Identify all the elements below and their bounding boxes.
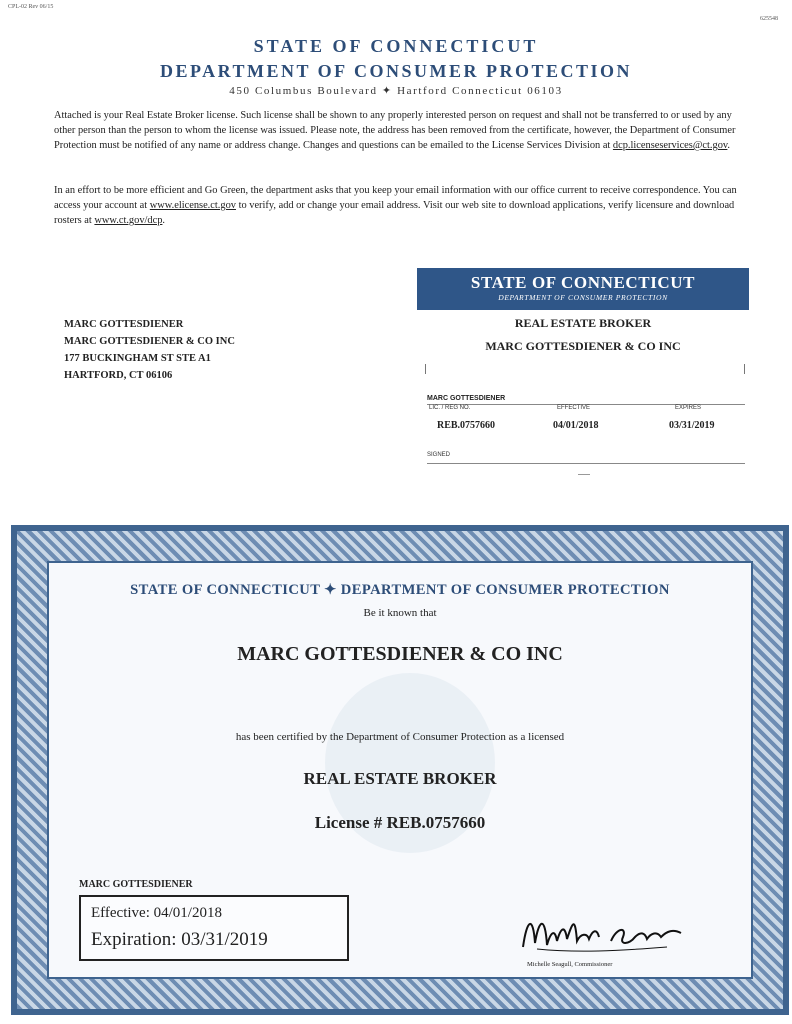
intro-p2-text-a: In an effort to be more efficient and Go Green, the department asks that you keep your email information with our office current to receive correspondence. You can access your account at <box>54 185 737 211</box>
intro-p2-end: . <box>162 215 166 226</box>
card-tick-right <box>744 364 745 374</box>
certified-statement: has been certified by the Department of Consumer Protection as a licensed <box>235 731 565 743</box>
elicense-link[interactable]: www.elicense.ct.gov <box>149 200 236 211</box>
intro-p2-text-b: to verify, add or change your email address. Visit our web site to download applications, verify licensure and download rosters at <box>54 200 735 226</box>
mailing-line-4: HARTFORD, CT 06106 <box>64 370 173 381</box>
certificate-header: STATE OF CONNECTICUT ✦ DEPARTMENT OF CONSUMER PROTECTION <box>130 582 670 598</box>
certificate-panel <box>47 561 753 979</box>
certificate-holder: MARC GOTTESDIENER <box>79 879 193 890</box>
form-code: CPL-02 Rev 06/15 <box>8 4 54 10</box>
label-lic-reg-no: LIC. / REG NO. <box>429 405 471 411</box>
signature-line <box>427 463 745 464</box>
mailing-line-2: MARC GOTTESDIENER & CO INC <box>64 336 235 347</box>
license-services-email-link[interactable]: dcp.licenseservices@ct.gov <box>612 140 728 151</box>
pocket-card-holder: MARC GOTTESDIENER <box>427 395 506 402</box>
certificate-effective: Effective: 04/01/2018 <box>91 905 222 921</box>
wall-certificate <box>11 525 789 1015</box>
intro-p1-end: . <box>727 140 731 151</box>
certificate-license-number: License # REB.0757660 <box>314 813 486 832</box>
header-address: 450 Columbus Boulevard ✦ Hartford Connecticut 06103 <box>229 85 563 97</box>
certificate-expiration: Expiration: 03/31/2019 <box>91 929 268 950</box>
label-expires: EXPIRES <box>675 405 702 411</box>
validity-dates-box <box>79 895 349 961</box>
dcp-website-link[interactable]: www.ct.gov/dcp <box>94 215 163 226</box>
mailing-line-1: MARC GOTTESDIENER <box>64 319 184 330</box>
pocket-card-signed-label: SIGNED <box>427 452 451 458</box>
intro-p1-text: Attached is your Real Estate Broker license. Such license shall be shown to any properly interested person on request and shall not be transferred to or used by any other person than the person to whom the license was issued. Please note, the address has been removed from the certificate, however, the Department of Consumer Protection must be notified of any name or address change. Changes and questions can be emailed to the License Services Division at <box>54 110 736 151</box>
intro-paragraph-1 <box>54 108 740 153</box>
be-it-known-text: Be it known that <box>363 607 437 619</box>
certificate-license-type: REAL ESTATE BROKER <box>303 769 497 788</box>
pocket-card-expires-date: 03/31/2019 <box>669 420 715 431</box>
card-tick-left <box>425 364 426 374</box>
pocket-card-department: DEPARTMENT OF CONSUMER PROTECTION <box>498 293 668 302</box>
pocket-card-license-number: REB.0757660 <box>437 420 496 431</box>
header-state: STATE OF CONNECTICUT <box>253 36 539 56</box>
certificate-company: MARC GOTTESDIENER & CO INC <box>237 643 563 665</box>
label-effective: EFFECTIVE <box>557 405 591 411</box>
pocket-card-effective-date: 04/01/2018 <box>553 420 599 431</box>
commissioner-signature-icon <box>517 907 687 957</box>
card-footer-dash <box>578 474 590 475</box>
intro-paragraph-2 <box>54 183 740 228</box>
commissioner-name: Michelle Seagull, Commissioner <box>527 961 613 968</box>
pocket-card-state: STATE OF CONNECTICUT <box>470 273 696 292</box>
header-department: DEPARTMENT OF CONSUMER PROTECTION <box>159 61 633 81</box>
mailing-address <box>64 316 235 384</box>
document-number: 625548 <box>760 16 778 22</box>
mailing-line-3: 177 BUCKINGHAM ST STE A1 <box>64 353 211 364</box>
pocket-card-company: MARC GOTTESDIENER & CO INC <box>485 339 681 353</box>
pocket-card-license-type: REAL ESTATE BROKER <box>514 316 652 330</box>
pocket-license-card <box>417 268 749 468</box>
pocket-card-banner <box>417 268 749 310</box>
